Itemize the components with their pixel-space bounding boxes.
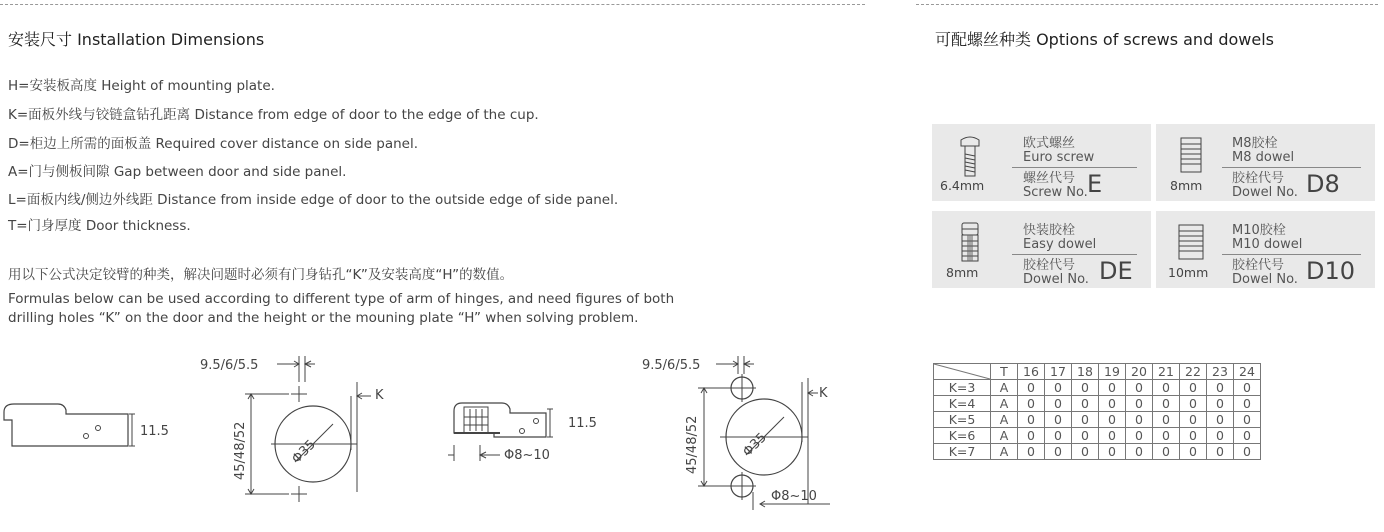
d2-diameter-label: Φ35 — [289, 437, 319, 467]
table-k-cell: K=5 — [934, 412, 991, 428]
corner-diagonal — [934, 364, 990, 379]
table-value-cell: 0 — [1180, 428, 1207, 444]
m8-dowel-icon — [1178, 136, 1204, 174]
m10-dowel-code-en: Dowel No. — [1232, 272, 1298, 287]
formula-text-en-2: drilling holes “K” on the door and the height or the mouning plate “H” when solving problem. — [8, 310, 639, 326]
diagram-cup-dowels — [640, 352, 870, 522]
definition-k: K=面板外线与铰链盒钻孔距离 Distance from edge of door to the edge of the cup. — [8, 107, 539, 123]
table-value-cell: 0 — [1018, 412, 1045, 428]
table-value-cell: 0 — [1018, 428, 1045, 444]
diagram-arm-side — [0, 390, 180, 460]
table-value-cell: 0 — [1072, 380, 1099, 396]
m8-dowel-code: D8 — [1306, 170, 1340, 198]
table-value-cell: 0 — [1099, 444, 1126, 460]
table-value-cell: 0 — [1234, 380, 1261, 396]
table-col-header: 22 — [1180, 364, 1207, 380]
table-row — [934, 412, 1261, 428]
easy-dowel-code: DE — [1099, 257, 1133, 285]
euro-screw-icon — [958, 136, 982, 180]
table-value-cell: 0 — [1072, 396, 1099, 412]
m8-dowel-name-en: M8 dowel — [1232, 150, 1295, 165]
d3-height-label: 11.5 — [568, 416, 597, 431]
table-value-cell: 0 — [1234, 444, 1261, 460]
table-k-cell: K=6 — [934, 428, 991, 444]
m8-dowel-name-cn: M8胶栓 — [1232, 136, 1278, 151]
table-a-cell: A — [991, 412, 1018, 428]
easy-dowel-size: 8mm — [946, 265, 979, 280]
d4-bottom-label: Φ8~10 — [771, 489, 817, 504]
installation-title: 安装尺寸 Installation Dimensions — [8, 30, 265, 49]
table-value-cell: 0 — [1099, 396, 1126, 412]
formula-text-cn: 用以下公式决定铰臂的种类，解决问题时必须有门身钻孔“K”及安装高度“H”的数值。 — [8, 267, 514, 283]
table-value-cell: 0 — [1153, 412, 1180, 428]
diagram-dowel-side — [440, 395, 615, 475]
table-corner-cell — [934, 364, 991, 380]
m10-dowel-size: 10mm — [1168, 265, 1209, 280]
table-col-header: 20 — [1126, 364, 1153, 380]
table-row — [934, 380, 1261, 396]
table-value-cell: 0 — [1045, 396, 1072, 412]
d3-bottom-label: Φ8~10 — [504, 448, 550, 463]
diagram-cup-front — [200, 352, 405, 512]
easy-dowel-name-cn: 快装胶栓 — [1023, 223, 1076, 238]
d2-vertical-label: 45/48/52 — [233, 421, 248, 480]
card-divider — [1222, 167, 1361, 168]
table-col-header: 18 — [1072, 364, 1099, 380]
m10-dowel-icon — [1176, 223, 1206, 261]
table-a-cell: A — [991, 380, 1018, 396]
table-value-cell: 0 — [1234, 428, 1261, 444]
table-value-cell: 0 — [1018, 396, 1045, 412]
top-divider-right — [916, 4, 1378, 5]
d4-vertical-label: 45/48/52 — [685, 415, 700, 474]
m10-dowel-code-cn: 胶栓代号 — [1232, 258, 1285, 273]
table-k-cell: K=4 — [934, 396, 991, 412]
table-value-cell: 0 — [1099, 412, 1126, 428]
table-value-cell: 0 — [1153, 396, 1180, 412]
card-divider — [1012, 254, 1137, 255]
table-value-cell: 0 — [1207, 412, 1234, 428]
definition-d: D=柜边上所需的面板盖 Required cover distance on side panel. — [8, 136, 418, 152]
screws-title: 可配螺丝种类 Options of screws and dowels — [935, 30, 1274, 49]
table-value-cell: 0 — [1045, 428, 1072, 444]
card-m10-dowel — [1156, 211, 1375, 288]
table-a-cell: A — [991, 444, 1018, 460]
table-k-cell: K=3 — [934, 380, 991, 396]
table-value-cell: 0 — [1207, 428, 1234, 444]
formula-text-en-1: Formulas below can be used according to different type of arm of hinges, and need figures of both — [8, 291, 675, 307]
table-a-cell: A — [991, 428, 1018, 444]
table-value-cell: 0 — [1126, 396, 1153, 412]
easy-dowel-name-en: Easy dowel — [1023, 237, 1097, 252]
k-a-table — [933, 363, 1261, 460]
table-value-cell: 0 — [1045, 412, 1072, 428]
card-m8-dowel — [1156, 124, 1375, 201]
table-value-cell: 0 — [1018, 444, 1045, 460]
d4-k-label: K — [819, 386, 828, 401]
table-value-cell: 0 — [1207, 396, 1234, 412]
definition-t: T=门身厚度 Door thickness. — [8, 218, 191, 234]
table-row — [934, 396, 1261, 412]
table-row — [934, 444, 1261, 460]
d2-top-label: 9.5/6/5.5 — [200, 358, 259, 373]
euro-screw-name-cn: 欧式螺丝 — [1023, 136, 1076, 151]
d1-height-label: 11.5 — [140, 424, 169, 439]
d4-diameter-label: Φ35 — [740, 430, 770, 460]
table-value-cell: 0 — [1126, 444, 1153, 460]
d4-top-label: 9.5/6/5.5 — [642, 358, 701, 373]
table-value-cell: 0 — [1099, 428, 1126, 444]
card-euro-screw — [932, 124, 1151, 201]
table-col-header: 17 — [1045, 364, 1072, 380]
top-divider-left — [0, 4, 865, 5]
table-value-cell: 0 — [1018, 380, 1045, 396]
euro-screw-code-en: Screw No. — [1023, 185, 1088, 200]
table-value-cell: 0 — [1045, 380, 1072, 396]
m8-dowel-code-en: Dowel No. — [1232, 185, 1298, 200]
table-value-cell: 0 — [1207, 380, 1234, 396]
easy-dowel-icon — [958, 221, 982, 265]
table-value-cell: 0 — [1234, 396, 1261, 412]
table-value-cell: 0 — [1126, 428, 1153, 444]
easy-dowel-code-en: Dowel No. — [1023, 272, 1089, 287]
table-value-cell: 0 — [1045, 444, 1072, 460]
euro-screw-size: 6.4mm — [940, 178, 985, 193]
table-value-cell: 0 — [1234, 412, 1261, 428]
definition-h: H=安装板高度 Height of mounting plate. — [8, 78, 275, 94]
table-col-header: 21 — [1153, 364, 1180, 380]
table-value-cell: 0 — [1153, 380, 1180, 396]
table-row — [934, 428, 1261, 444]
table-col-header: 24 — [1234, 364, 1261, 380]
table-col-header: 16 — [1018, 364, 1045, 380]
m8-dowel-code-cn: 胶栓代号 — [1232, 171, 1285, 186]
table-value-cell: 0 — [1126, 380, 1153, 396]
table-a-cell: A — [991, 396, 1018, 412]
euro-screw-name-en: Euro screw — [1023, 150, 1095, 165]
table-t-header: T — [991, 364, 1018, 380]
easy-dowel-code-cn: 胶栓代号 — [1023, 258, 1076, 273]
m10-dowel-name-en: M10 dowel — [1232, 237, 1303, 252]
euro-screw-code-cn: 螺丝代号 — [1023, 171, 1076, 186]
table-header-row — [934, 364, 1261, 380]
d2-k-label: K — [375, 388, 384, 403]
table-col-header: 19 — [1099, 364, 1126, 380]
table-value-cell: 0 — [1072, 428, 1099, 444]
table-value-cell: 0 — [1180, 412, 1207, 428]
definition-a: A=门与侧板间隙 Gap between door and side panel. — [8, 164, 347, 180]
card-divider — [1012, 167, 1137, 168]
euro-screw-code: E — [1087, 170, 1103, 198]
m10-dowel-name-cn: M10胶栓 — [1232, 223, 1286, 238]
table-value-cell: 0 — [1072, 412, 1099, 428]
table-value-cell: 0 — [1207, 444, 1234, 460]
card-easy-dowel — [932, 211, 1151, 288]
table-value-cell: 0 — [1072, 444, 1099, 460]
table-value-cell: 0 — [1099, 380, 1126, 396]
table-value-cell: 0 — [1180, 396, 1207, 412]
table-value-cell: 0 — [1180, 444, 1207, 460]
m8-dowel-size: 8mm — [1170, 178, 1203, 193]
table-value-cell: 0 — [1153, 444, 1180, 460]
card-divider — [1222, 254, 1361, 255]
definition-l: L=面板内线/侧边外线距 Distance from inside edge of door to the outside edge of side panel. — [8, 192, 619, 208]
m10-dowel-code: D10 — [1306, 257, 1356, 285]
table-value-cell: 0 — [1180, 380, 1207, 396]
table-value-cell: 0 — [1153, 428, 1180, 444]
table-value-cell: 0 — [1126, 412, 1153, 428]
table-k-cell: K=7 — [934, 444, 991, 460]
table-col-header: 23 — [1207, 364, 1234, 380]
